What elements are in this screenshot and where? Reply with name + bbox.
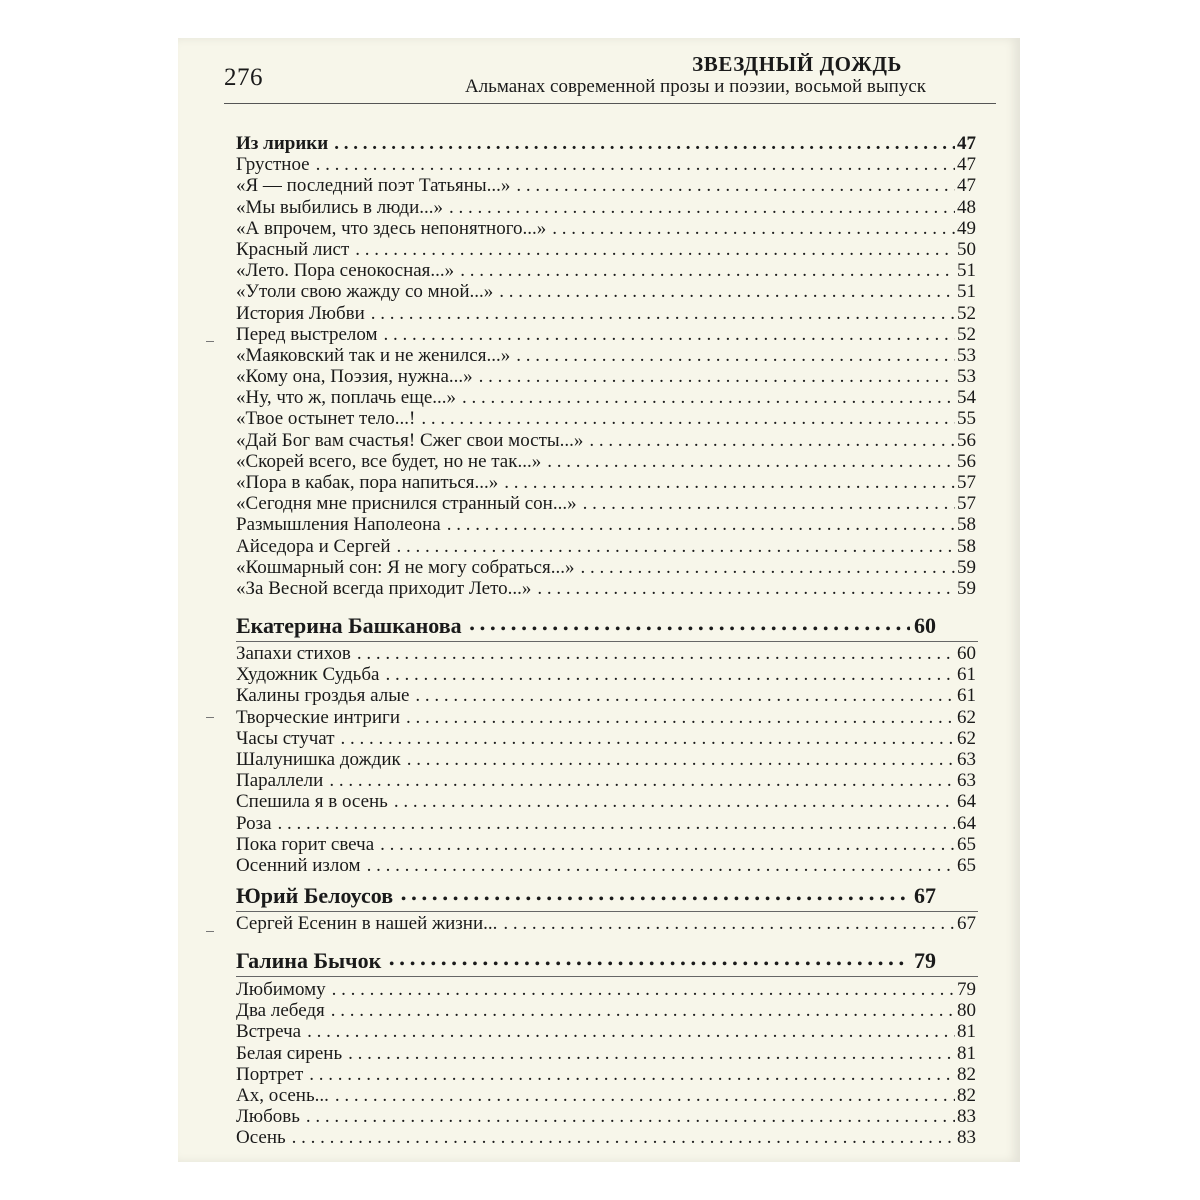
toc-entry — [236, 218, 976, 239]
leader-dots — [335, 1085, 955, 1106]
entry-title: Калины гроздья алые — [236, 685, 410, 707]
leader-dots — [278, 813, 955, 834]
entry-page: 55 — [957, 408, 976, 430]
entry-page: 79 — [957, 979, 976, 1000]
leader-dots — [357, 643, 955, 664]
entry-title: «Утоли свою жажду со мной...» — [236, 281, 494, 303]
entry-title: Запахи стихов — [236, 643, 351, 664]
toc-entry — [236, 1106, 976, 1127]
entry-title: «Кому она, Поэзия, нужна...» — [236, 366, 473, 388]
entry-title: Часы стучат — [236, 727, 335, 749]
entry-title: Параллели — [236, 770, 324, 792]
entry-title: «Маяковский так и не женился...» — [236, 344, 511, 366]
entry-page: 58 — [957, 535, 976, 557]
leader-dots — [537, 578, 955, 599]
toc-entry — [236, 260, 976, 281]
leader-dots — [389, 948, 910, 974]
entry-page: 47 — [957, 154, 976, 176]
author-name: Галина Бычок — [236, 948, 382, 973]
toc-entry — [236, 707, 976, 728]
entry-title: Айседора и Сергей — [236, 535, 391, 557]
entry-page: 47 — [957, 175, 976, 197]
entry-page: 64 — [957, 812, 976, 834]
entry-page: 82 — [957, 1063, 976, 1085]
leader-dots — [580, 557, 955, 578]
entry-page: 50 — [957, 238, 976, 260]
author-page: 67 — [914, 883, 936, 908]
margin-mark — [206, 341, 214, 342]
entry-title: Шалунишка дождик — [236, 748, 401, 770]
leader-dots — [355, 239, 955, 260]
leader-dots — [332, 979, 955, 1000]
toc-entry — [236, 175, 976, 196]
entry-title: Два лебедя — [236, 1000, 325, 1022]
entry-title: Белая сирень — [236, 1042, 343, 1064]
page-number: 276 — [224, 64, 263, 91]
entry-page: 67 — [957, 913, 976, 934]
toc-entry — [236, 813, 976, 834]
toc-entry — [236, 133, 976, 154]
entry-title: Красный лист — [236, 238, 350, 260]
author-page: 60 — [914, 613, 936, 638]
entry-title: «Сегодня мне приснился странный сон...» — [236, 493, 577, 515]
running-subtitle: Альманах современной прозы и поэзии, восьмой выпуск — [464, 76, 926, 97]
toc-entry — [236, 685, 976, 706]
entry-title: Перед выстрелом — [236, 323, 378, 345]
book-page — [178, 38, 1020, 1162]
entry-title: «Дай Бог вам счастья! Сжег свои мосты...» — [236, 429, 584, 451]
entry-title: Художник Судьба — [236, 664, 380, 686]
leader-dots — [309, 1064, 955, 1085]
author-rule — [236, 976, 978, 977]
entry-title: «Лето. Пора сенокосная...» — [236, 260, 455, 282]
author-name: Екатерина Башканова — [236, 613, 462, 638]
entry-title: «За Весной всегда приходит Лето...» — [236, 577, 532, 599]
toc-entry — [236, 1021, 976, 1042]
header-rule — [224, 103, 996, 104]
entry-page: 59 — [957, 556, 976, 578]
leader-dots — [292, 1127, 955, 1148]
toc-entry — [236, 366, 976, 387]
toc-entry — [236, 1127, 976, 1148]
margin-mark — [206, 931, 214, 932]
leader-dots — [479, 366, 955, 387]
leader-dots — [371, 303, 955, 324]
entry-page: 53 — [957, 344, 976, 366]
leader-dots — [470, 613, 910, 639]
toc-entry — [236, 514, 976, 535]
entry-page: 57 — [957, 493, 976, 515]
entry-title: Любимому — [236, 979, 326, 1000]
entry-page: 56 — [957, 429, 976, 451]
toc-entry — [236, 451, 976, 472]
entry-title: Ах, осень... — [236, 1084, 329, 1106]
toc-author-belousov — [236, 883, 936, 909]
entry-page: 62 — [957, 706, 976, 728]
leader-dots — [397, 536, 956, 557]
entry-page: 61 — [957, 664, 976, 686]
toc-entry — [236, 1064, 976, 1085]
entry-title: «Мы выбились в люди...» — [236, 196, 443, 218]
toc-entry — [236, 770, 976, 791]
toc-entry — [236, 1085, 976, 1106]
entry-page: 60 — [957, 643, 976, 664]
entry-title: «Пора в кабак, пора напиться...» — [236, 472, 499, 493]
toc-entry — [236, 154, 976, 175]
entry-page: 56 — [957, 450, 976, 472]
toc-section-bychok — [236, 979, 976, 1149]
toc-entry — [236, 834, 976, 855]
entry-title: Роза — [236, 812, 272, 834]
leader-dots — [334, 133, 955, 154]
toc-entry — [236, 749, 976, 770]
leader-dots — [421, 408, 955, 429]
leader-dots — [331, 1000, 955, 1021]
toc-entry — [236, 472, 976, 493]
entry-page: 62 — [957, 727, 976, 749]
toc-entry — [236, 536, 976, 557]
leader-dots — [329, 770, 955, 791]
entry-page: 63 — [957, 770, 976, 792]
toc-author-bychok — [236, 948, 936, 974]
leader-dots — [499, 281, 955, 302]
toc-section-lyrics — [236, 133, 976, 599]
leader-dots — [384, 324, 955, 345]
leader-dots — [341, 728, 955, 749]
leader-dots — [306, 1106, 955, 1127]
entry-title: «Ну, что ж, поплачь еще...» — [236, 387, 457, 409]
toc-entry — [236, 913, 976, 934]
leader-dots — [516, 175, 955, 196]
toc-entry — [236, 493, 976, 514]
toc-entry — [236, 578, 976, 599]
leader-dots — [552, 218, 955, 239]
toc-entry — [236, 643, 976, 664]
leader-dots — [447, 514, 955, 535]
entry-page: 48 — [957, 196, 976, 218]
entry-page: 47 — [957, 133, 976, 154]
toc-entry — [236, 239, 976, 260]
entry-page: 54 — [957, 387, 976, 409]
toc-entry — [236, 408, 976, 429]
entry-title: «А впрочем, что здесь непонятного...» — [236, 217, 547, 239]
entry-page: 51 — [957, 281, 976, 303]
entry-title: Осенний излом — [236, 854, 361, 876]
toc-entry — [236, 345, 976, 366]
toc-entry — [236, 791, 976, 812]
toc-entry — [236, 728, 976, 749]
leader-dots — [380, 834, 955, 855]
toc-entry — [236, 324, 976, 345]
author-name: Юрий Белоусов — [236, 883, 394, 908]
entry-page: 57 — [957, 472, 976, 493]
entry-page: 81 — [957, 1042, 976, 1064]
leader-dots — [583, 493, 955, 514]
entry-title: История Любви — [236, 302, 365, 324]
entry-title: «Скорей всего, все будет, но не так...» — [236, 450, 542, 472]
toc-section-belousov — [236, 913, 976, 934]
author-rule — [236, 911, 978, 912]
entry-title: Спешила я в осень — [236, 791, 388, 813]
toc-entry — [236, 1000, 976, 1021]
toc-entry — [236, 430, 976, 451]
entry-title: Из лирики — [236, 133, 329, 154]
entry-page: 65 — [957, 833, 976, 855]
entry-page: 83 — [957, 1127, 976, 1149]
toc-entry — [236, 303, 976, 324]
toc-entry — [236, 1043, 976, 1064]
entry-page: 81 — [957, 1021, 976, 1043]
entry-page: 51 — [957, 260, 976, 282]
leader-dots — [316, 154, 955, 175]
entry-title: Грустное — [236, 154, 310, 176]
leader-dots — [367, 855, 955, 876]
author-rule — [236, 641, 978, 642]
leader-dots — [516, 345, 955, 366]
toc-section-bashkanova — [236, 643, 976, 876]
entry-title: Портрет — [236, 1063, 304, 1085]
entry-page: 65 — [957, 854, 976, 876]
toc-entry — [236, 281, 976, 302]
entry-title: «Кошмарный сон: Я не могу собраться...» — [236, 556, 575, 578]
leader-dots — [547, 451, 955, 472]
toc-entry — [236, 979, 976, 1000]
toc-entry — [236, 557, 976, 578]
toc-entry — [236, 855, 976, 876]
entry-page: 53 — [957, 366, 976, 388]
entry-page: 82 — [957, 1084, 976, 1106]
leader-dots — [449, 197, 955, 218]
entry-title: «Я — последний поэт Татьяны...» — [236, 175, 511, 197]
toc-entry — [236, 197, 976, 218]
entry-title: Пока горит свеча — [236, 833, 375, 855]
entry-page: 63 — [957, 748, 976, 770]
entry-page: 80 — [957, 1000, 976, 1022]
entry-page: 52 — [957, 323, 976, 345]
entry-page: 83 — [957, 1106, 976, 1128]
leader-dots — [503, 913, 955, 934]
leader-dots — [307, 1021, 955, 1042]
entry-page: 49 — [957, 217, 976, 239]
margin-mark — [206, 717, 214, 718]
entry-title: Сергей Есенин в нашей жизни... — [236, 913, 498, 934]
author-page: 79 — [914, 948, 936, 973]
leader-dots — [460, 260, 955, 281]
leader-dots — [407, 749, 955, 770]
toc-entry — [236, 664, 976, 685]
leader-dots — [406, 707, 955, 728]
leader-dots — [348, 1043, 955, 1064]
entry-page: 52 — [957, 302, 976, 324]
leader-dots — [394, 791, 955, 812]
leader-dots — [504, 472, 955, 493]
leader-dots — [589, 430, 955, 451]
entry-page: 58 — [957, 514, 976, 536]
toc-entry — [236, 387, 976, 408]
leader-dots — [401, 883, 910, 909]
entry-page: 64 — [957, 791, 976, 813]
running-title: ЗВЕЗДНЫЙ ДОЖДЬ — [692, 52, 902, 76]
leader-dots — [462, 387, 955, 408]
entry-title: Творческие интриги — [236, 706, 401, 728]
leader-dots — [385, 664, 955, 685]
leader-dots — [415, 685, 955, 706]
entry-title: Встреча — [236, 1021, 302, 1043]
entry-title: «Твое остынет тело...! — [236, 408, 416, 430]
entry-page: 61 — [957, 685, 976, 707]
entry-title: Размышления Наполеона — [236, 514, 441, 536]
entry-title: Любовь — [236, 1106, 300, 1128]
entry-title: Осень — [236, 1127, 286, 1149]
toc-author-bashkanova — [236, 613, 936, 639]
entry-page: 59 — [957, 577, 976, 599]
